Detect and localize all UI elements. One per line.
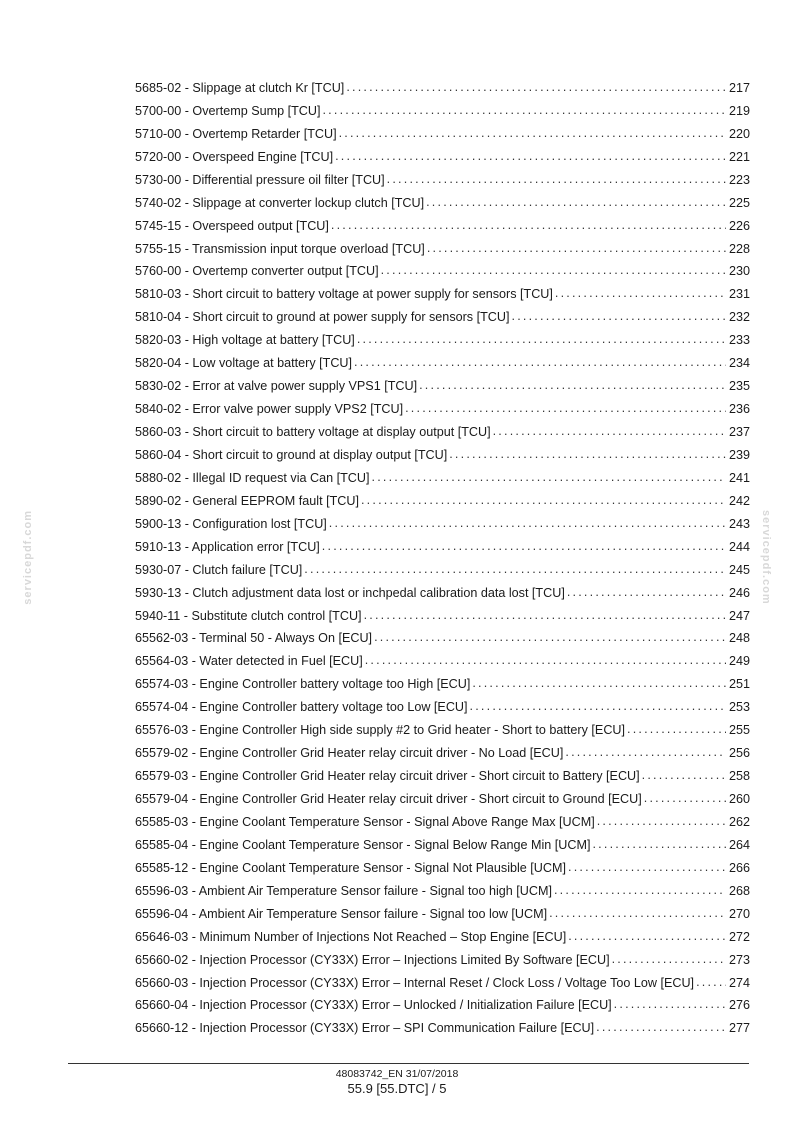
toc-entry[interactable] [135,714,750,737]
toc-entry-title: 5930-13 - Clutch adjustment data lost or inchpedal calibration data lost [TCU] [135,585,565,600]
toc-entry-title: 5760-00 - Overtemp converter output [TCU] [135,264,379,279]
toc-entry-title: 5900-13 - Configuration lost [TCU] [135,516,327,531]
toc-entry-title: 5830-02 - Error at valve power supply VPS1 [TCU] [135,379,418,394]
toc-dot-leader [512,309,727,324]
toc-entry-title: 5890-02 - General EEPROM fault [TCU] [135,493,359,508]
toc-entry-title: 65585-03 - Engine Coolant Temperature Sensor - Signal Above Range Max [UCM] [135,814,595,829]
toc-entry-title: 5930-07 - Clutch failure [TCU] [135,562,303,577]
toc-entry-page-number: 236 [728,402,750,417]
toc-entry-title: 5860-04 - Short circuit to ground at display output [TCU] [135,447,448,462]
toc-dot-leader [329,516,726,531]
toc-entry[interactable] [135,210,750,233]
toc-dot-leader [597,814,726,829]
toc-dot-leader [470,699,726,714]
toc-dot-leader [339,126,726,141]
toc-entry-title: 65579-02 - Engine Controller Grid Heater relay circuit driver - No Load [ECU] [135,746,564,761]
toc-entry-page-number: 262 [728,814,750,829]
toc-entry-page-number: 219 [728,103,750,118]
toc-dot-leader [322,103,726,118]
toc-entry[interactable] [135,187,750,210]
toc-entry[interactable] [135,600,750,623]
toc-entry[interactable] [135,691,750,714]
footer-divider [68,1063,749,1064]
toc-entry[interactable] [135,508,750,531]
toc-entry[interactable] [135,278,750,301]
toc-entry[interactable] [135,95,750,118]
toc-entry-title: 5720-00 - Overspeed Engine [TCU] [135,149,334,164]
toc-entry-page-number: 251 [728,677,750,692]
toc-entry-page-number: 273 [728,952,750,967]
watermark-right: servicepdf.com [760,510,772,605]
toc-dot-leader [568,860,726,875]
toc-entry[interactable] [135,72,750,95]
toc-entry[interactable] [135,164,750,187]
toc-entry-title: 5700-00 - Overtemp Sump [TCU] [135,103,321,118]
toc-entry[interactable] [135,416,750,439]
toc-entry-page-number: 221 [728,149,750,164]
toc-dot-leader [596,1020,726,1035]
toc-entry-title: 65585-12 - Engine Coolant Temperature Sensor - Signal Not Plausible [UCM] [135,860,566,875]
toc-entry-page-number: 268 [728,883,750,898]
toc-entry-page-number: 231 [728,287,750,302]
toc-entry-page-number: 274 [728,975,750,990]
toc-dot-leader [357,332,726,347]
toc-entry-title: 65574-03 - Engine Controller battery voltage too High [ECU] [135,677,471,692]
watermark-left: servicepdf.com [22,510,34,605]
footer-document-reference: 48083742_EN 31/07/2018 [335,1068,459,1080]
toc-entry-page-number: 270 [728,906,750,921]
toc-entry-title: 5880-02 - Illegal ID request via Can [TCU] [135,470,370,485]
toc-entry[interactable] [135,370,750,393]
toc-dot-leader [549,906,726,921]
toc-entry[interactable] [135,577,750,600]
toc-dot-leader [612,952,726,967]
toc-entry[interactable] [135,531,750,554]
toc-entry-title: 5820-03 - High voltage at battery [TCU] [135,333,355,348]
toc-dot-leader [346,80,726,95]
toc-entry-title: 5745-15 - Overspeed output [TCU] [135,218,329,233]
toc-entry-page-number: 272 [728,929,750,944]
toc-entry[interactable] [135,921,750,944]
toc-entry-page-number: 277 [728,1021,750,1036]
toc-entry[interactable] [135,852,750,875]
toc-entry-page-number: 233 [728,333,750,348]
toc-dot-leader [567,585,726,600]
toc-entry-page-number: 228 [728,241,750,256]
toc-entry[interactable] [135,485,750,508]
toc-dot-leader [493,424,726,439]
toc-entry[interactable] [135,806,750,829]
toc-entry-page-number: 258 [728,769,750,784]
toc-entry[interactable] [135,990,750,1013]
toc-entry-title: 5755-15 - Transmission input torque overload [TCU] [135,241,425,256]
toc-entry[interactable] [135,141,750,164]
toc-entry-title: 5810-04 - Short circuit to ground at power supply for sensors [TCU] [135,310,510,325]
toc-dot-leader [322,539,726,554]
toc-entry-page-number: 246 [728,585,750,600]
toc-entry-page-number: 264 [728,837,750,852]
toc-entry-title: 65596-03 - Ambient Air Temperature Sensor failure - Signal too high [UCM] [135,883,552,898]
toc-entry-page-number: 217 [728,80,750,95]
toc-dot-leader [331,218,726,233]
toc-entry-title: 5910-13 - Application error [TCU] [135,539,320,554]
toc-entry-page-number: 255 [728,723,750,738]
toc-dot-leader [627,722,726,737]
toc-entry-page-number: 245 [728,562,750,577]
toc-entry-page-number: 234 [728,356,750,371]
footer-page-reference: 55.9 [55.DTC] / 5 [347,1081,447,1096]
toc-dot-leader [354,355,726,370]
toc-entry-page-number: 223 [728,172,750,187]
toc-dot-leader [335,149,726,164]
toc-entry-title: 5810-03 - Short circuit to battery voltage at power supply for sensors [TCU] [135,287,553,302]
toc-entry-title: 65564-03 - Water detected in Fuel [ECU] [135,654,363,669]
toc-entry[interactable] [135,439,750,462]
toc-dot-leader [554,883,726,898]
toc-dot-leader [565,745,726,760]
toc-entry[interactable] [135,645,750,668]
toc-entry-page-number: 235 [728,379,750,394]
toc-dot-leader [472,676,726,691]
toc-entry-title: 5860-03 - Short circuit to battery voltage at display output [TCU] [135,425,491,439]
toc-entry[interactable] [135,1012,750,1035]
toc-dot-leader [449,447,726,462]
toc-entry-page-number: 241 [728,470,750,485]
toc-entry-title: 5685-02 - Slippage at clutch Kr [TCU] [135,80,345,95]
toc-entry[interactable] [135,462,750,485]
toc-dot-leader [374,630,726,645]
toc-entry-title: 65660-04 - Injection Processor (CY33X) Error – Unlocked / Initialization Failure [ECU] [135,998,612,1013]
toc-entry-title: 65646-03 - Minimum Number of Injections Not Reached – Stop Engine [ECU] [135,929,567,944]
toc-dot-leader [696,975,726,990]
toc-dot-leader [387,172,726,187]
toc-entry-page-number: 244 [728,539,750,554]
toc-entry-title: 5710-00 - Overtemp Retarder [TCU] [135,126,337,141]
toc-dot-leader [592,837,726,852]
toc-dot-leader [644,791,726,806]
toc-entry[interactable] [135,783,750,806]
toc-entry-page-number: 225 [728,195,750,210]
toc-entry[interactable] [135,875,750,898]
toc-entry-page-number: 237 [728,425,750,439]
toc-entry-page-number: 253 [728,700,750,715]
toc-entry-page-number: 256 [728,746,750,761]
toc-dot-leader [568,929,726,944]
toc-entry[interactable] [135,393,750,416]
toc-entry-page-number: 232 [728,310,750,325]
toc-entry-page-number: 260 [728,792,750,806]
toc-entry-title: 65585-04 - Engine Coolant Temperature Sensor - Signal Below Range Min [UCM] [135,837,591,852]
toc-entry-page-number: 230 [728,264,750,279]
toc-entry-title: 65579-03 - Engine Controller Grid Heater relay circuit driver - Short circuit to Battery [ECU] [135,769,640,784]
toc-entry-title: 65574-04 - Engine Controller battery voltage too Low [ECU] [135,700,468,715]
toc-entry-title: 65596-04 - Ambient Air Temperature Sensor failure - Signal too low [UCM] [135,906,548,921]
toc-entry-title: 65660-12 - Injection Processor (CY33X) Error – SPI Communication Failure [ECU] [135,1021,595,1036]
toc-entry-title: 65660-02 - Injection Processor (CY33X) Error – Injections Limited By Software [ECU] [135,952,610,967]
toc-dot-leader [419,378,726,393]
toc-entry-title: 65576-03 - Engine Controller High side supply #2 to Grid heater - Short to battery [ECU] [135,723,626,738]
toc-entry[interactable] [135,737,750,760]
toc-dot-leader [642,768,726,783]
toc-entry-page-number: 243 [728,516,750,531]
toc-entry-page-number: 242 [728,493,750,508]
toc-entry-title: 65562-03 - Terminal 50 - Always On [ECU] [135,631,373,646]
toc-dot-leader [372,470,727,485]
toc-entry-title: 5940-11 - Substitute clutch control [TCU] [135,608,362,623]
toc-dot-leader [381,263,726,278]
toc-dot-leader [304,562,726,577]
toc-entry[interactable] [135,760,750,783]
toc-entry[interactable] [135,301,750,324]
toc-entry[interactable] [135,118,750,141]
toc-dot-leader [614,997,726,1012]
toc-entry-title: 5740-02 - Slippage at converter lockup clutch [TCU] [135,195,425,210]
toc-dot-leader [555,286,726,301]
toc-entry-title: 65579-04 - Engine Controller Grid Heater relay circuit driver - Short circuit to Ground [ECU] [135,792,642,806]
toc-entry-page-number: 276 [728,998,750,1013]
toc-entry-page-number: 239 [728,447,750,462]
toc-entry-title: 65660-03 - Injection Processor (CY33X) Error – Internal Reset / Clock Loss / Voltage Too Low [ECU] [135,975,695,990]
toc-entry[interactable] [135,623,750,646]
table-of-contents [135,72,750,1035]
toc-entry[interactable] [135,967,750,990]
toc-entry-page-number: 248 [728,631,750,646]
toc-entry-page-number: 226 [728,218,750,233]
toc-entry-title: 5820-04 - Low voltage at battery [TCU] [135,356,353,371]
toc-entry-page-number: 247 [728,608,750,623]
toc-entry[interactable] [135,829,750,852]
toc-entry-page-number: 220 [728,126,750,141]
toc-entry[interactable] [135,554,750,577]
toc-dot-leader [364,608,726,623]
toc-entry[interactable] [135,944,750,967]
toc-entry-page-number: 266 [728,860,750,875]
toc-dot-leader [427,241,726,256]
toc-entry[interactable] [135,256,750,279]
toc-dot-leader [426,195,726,210]
toc-dot-leader [365,653,726,668]
toc-entry[interactable] [135,233,750,256]
toc-entry[interactable] [135,668,750,691]
toc-entry[interactable] [135,898,750,921]
toc-entry[interactable] [135,347,750,370]
toc-entry-title: 5730-00 - Differential pressure oil filter [TCU] [135,172,385,187]
toc-dot-leader [361,493,726,508]
toc-entry-page-number: 249 [728,654,750,669]
toc-entry[interactable] [135,324,750,347]
toc-dot-leader [405,401,726,416]
toc-entry-title: 5840-02 - Error valve power supply VPS2 [TCU] [135,402,404,417]
